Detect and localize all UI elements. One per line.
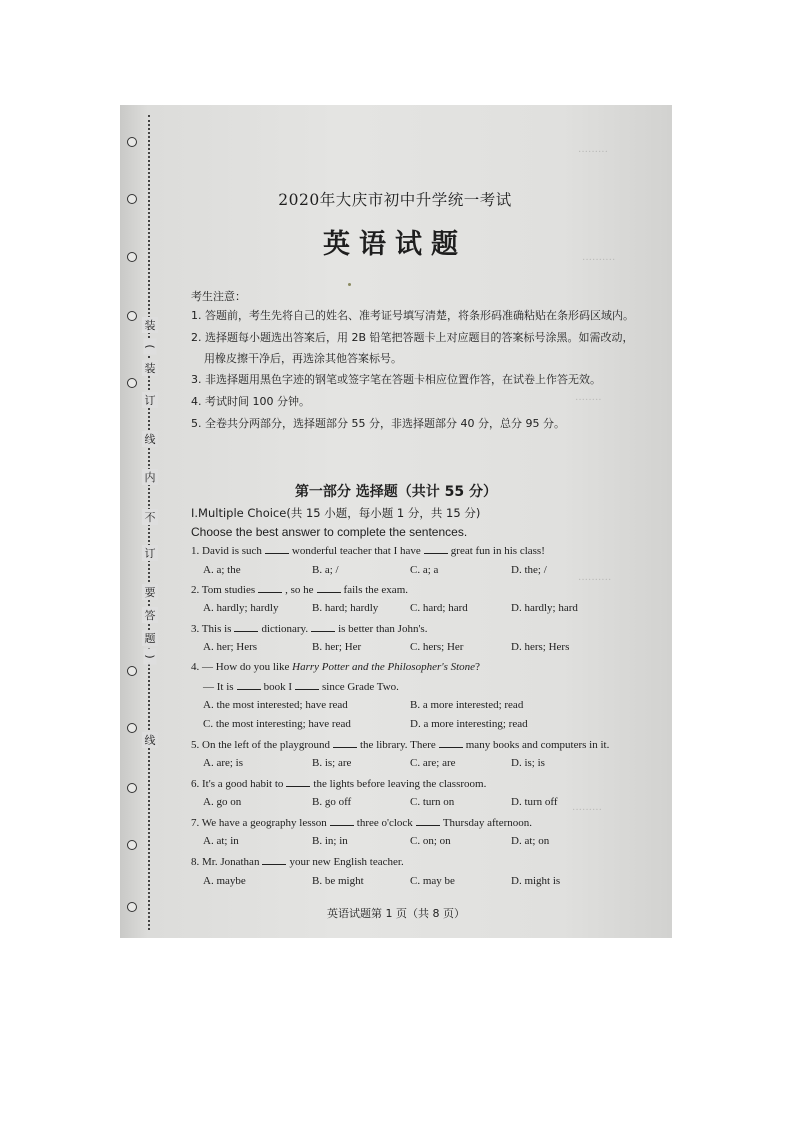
question-4 [191,661,480,673]
section-instruction: Choose the best answer to complete the sentences. [191,525,468,539]
option-b: B. her; Her [312,641,362,653]
option-a: A. go on [203,796,242,808]
bleed-through-text: ·········· [578,575,612,586]
question-text: fails the exam. [343,584,408,596]
question-6 [191,777,486,790]
section-heading: Ⅰ.Multiple Choice(共 15 小题，每小题 1 分，共 15 分) [191,506,481,520]
bleed-through-text: ········ [575,395,602,406]
question-4-reply [203,680,399,693]
question-text: 8. Mr. Jonathan [191,856,260,868]
binding-hole [127,723,137,733]
option-b: B. is; are [312,757,352,769]
notice-item: 3. 非选择题用黑色字迹的钢笔或签字笔在答题卡相应位置作答，在试卷上作答无效。 [191,373,601,386]
question-text: 4. — How do you like [191,661,290,673]
answer-blank [424,544,448,554]
option-a: A. her; Hers [203,641,258,653]
exam-title: 2020年大庆市初中升学统一考试 [278,191,512,209]
question-text: great fun in his class! [450,545,545,557]
option-b: B. in; in [312,835,348,847]
answer-blank [234,622,258,632]
option-b: B. a more interested; read [410,699,524,711]
answer-blank [416,816,440,826]
binding-char: 线 [142,732,158,748]
option-d: D. might is [511,875,561,887]
question-text: 3. This is [191,623,232,635]
option-a: A. a; the [203,564,241,576]
exam-page-photo [120,105,672,938]
question-text: 6. It's a good habit to [191,778,284,790]
binding-char: 答 [142,607,158,623]
bleed-through-text: ········· [578,147,608,158]
option-d: D. is; is [511,757,545,769]
question-text: wonderful teacher that I have [291,545,421,557]
binding-hole [127,137,137,147]
answer-blank [258,583,282,593]
binding-char: 订 [142,392,158,408]
option-c: C. a; a [410,564,439,576]
binding-hole [127,252,137,262]
answer-blank [262,855,286,865]
answer-blank [295,680,319,690]
option-c: C. hard; hard [410,602,468,614]
binding-char: 要 [142,584,158,600]
notice-item: 2. 选择题每小题选出答案后，用 2B 铅笔把答题卡上对应题目的答案标号涂黑。如需改动， [191,331,634,344]
answer-blank [439,738,463,748]
question-text: since Grade Two. [321,681,399,693]
question-2 [191,583,408,596]
notice-item: 4. 考试时间 100 分钟。 [191,395,310,408]
bleed-through-text: ········· [572,805,602,816]
question-1 [191,544,545,557]
question-text: many books and computers in it. [465,739,610,751]
answer-blank [286,777,310,787]
paper-speck [348,283,351,286]
question-text: the lights before leaving the classroom. [313,778,487,790]
part-one-title: 第一部分 选择题（共计 55 分） [294,484,498,500]
option-a: A. hardly; hardly [203,602,279,614]
question-3 [191,622,427,635]
option-b: B. a; / [312,564,339,576]
question-text: ? [475,661,480,673]
binding-hole [127,783,137,793]
question-7 [191,816,532,829]
binding-char: ( [144,339,157,355]
option-b: B. be might [312,875,364,887]
answer-blank [311,622,335,632]
bleed-through-text: ·········· [582,255,616,266]
question-text: , so he [285,584,314,596]
question-text: Thursday afternoon. [442,817,533,829]
answer-blank [317,583,341,593]
question-text: the library. There [360,739,436,751]
binding-hole [127,194,137,204]
option-b: B. go off [312,796,352,808]
binding-char: 订 [142,545,158,561]
book-title: Harry Potter and the Philosopher's Stone [292,661,476,673]
question-text: book I [263,681,292,693]
option-a: A. at; in [203,835,239,847]
option-a: A. are; is [203,757,244,769]
option-c: C. are; are [410,757,456,769]
binding-char: 装 [142,317,158,333]
question-8 [191,855,404,868]
binding-hole [127,840,137,850]
answer-blank [265,544,289,554]
binding-char: 内 [142,469,158,485]
answer-blank [237,680,261,690]
binding-hole [127,311,137,321]
option-c: C. turn on [410,796,455,808]
page-footer: 英语试题第 1 页（共 8 页） [327,907,465,920]
notice-item: 5. 全卷共分两部分，选择题部分 55 分，非选择题部分 40 分，总分 95 分。 [191,417,565,430]
option-c: C. hers; Her [410,641,464,653]
question-text: — It is [203,681,234,693]
option-d: D. the; / [511,564,547,576]
answer-blank [333,738,357,748]
option-d: D. at; on [511,835,550,847]
option-d: D. hers; Hers [511,641,570,653]
question-text: three o'clock [356,817,413,829]
binding-char: 线 [142,431,158,447]
option-c: C. on; on [410,835,451,847]
option-b: B. hard; hardly [312,602,379,614]
question-text: your new English teacher. [289,856,404,868]
binding-char: 题 [142,630,158,646]
question-text: dictionary. [261,623,309,635]
binding-hole [127,902,137,912]
question-text: 7. We have a geography lesson [191,817,327,829]
question-text: 1. David is such [191,545,262,557]
option-a: A. maybe [203,875,246,887]
question-text: is better than John's. [338,623,428,635]
binding-hole [127,378,137,388]
binding-char: ) [144,649,157,665]
option-d: D. turn off [511,796,558,808]
binding-hole [127,666,137,676]
question-5 [191,738,609,751]
notice-heading: 考生注意： [191,290,246,303]
binding-char: 装 [142,360,158,376]
question-text: 5. On the left of the playground [191,739,330,751]
option-a: A. the most interested; have read [203,699,348,711]
notice-item: 1. 答题前，考生先将自己的姓名、准考证号填写清楚，将条形码准确粘贴在条形码区域内。 [191,309,634,322]
binding-char: 不 [142,509,158,525]
notice-item: 用橡皮擦干净后，再选涂其他答案标号。 [204,352,402,365]
subject-title: 英语试题 [323,229,467,260]
option-c: C. the most interesting; have read [203,718,351,730]
option-d: D. hardly; hard [511,602,578,614]
option-d: D. a more interesting; read [410,718,528,730]
question-text: 2. Tom studies [191,584,256,596]
option-c: C. may be [410,875,455,887]
answer-blank [330,816,354,826]
